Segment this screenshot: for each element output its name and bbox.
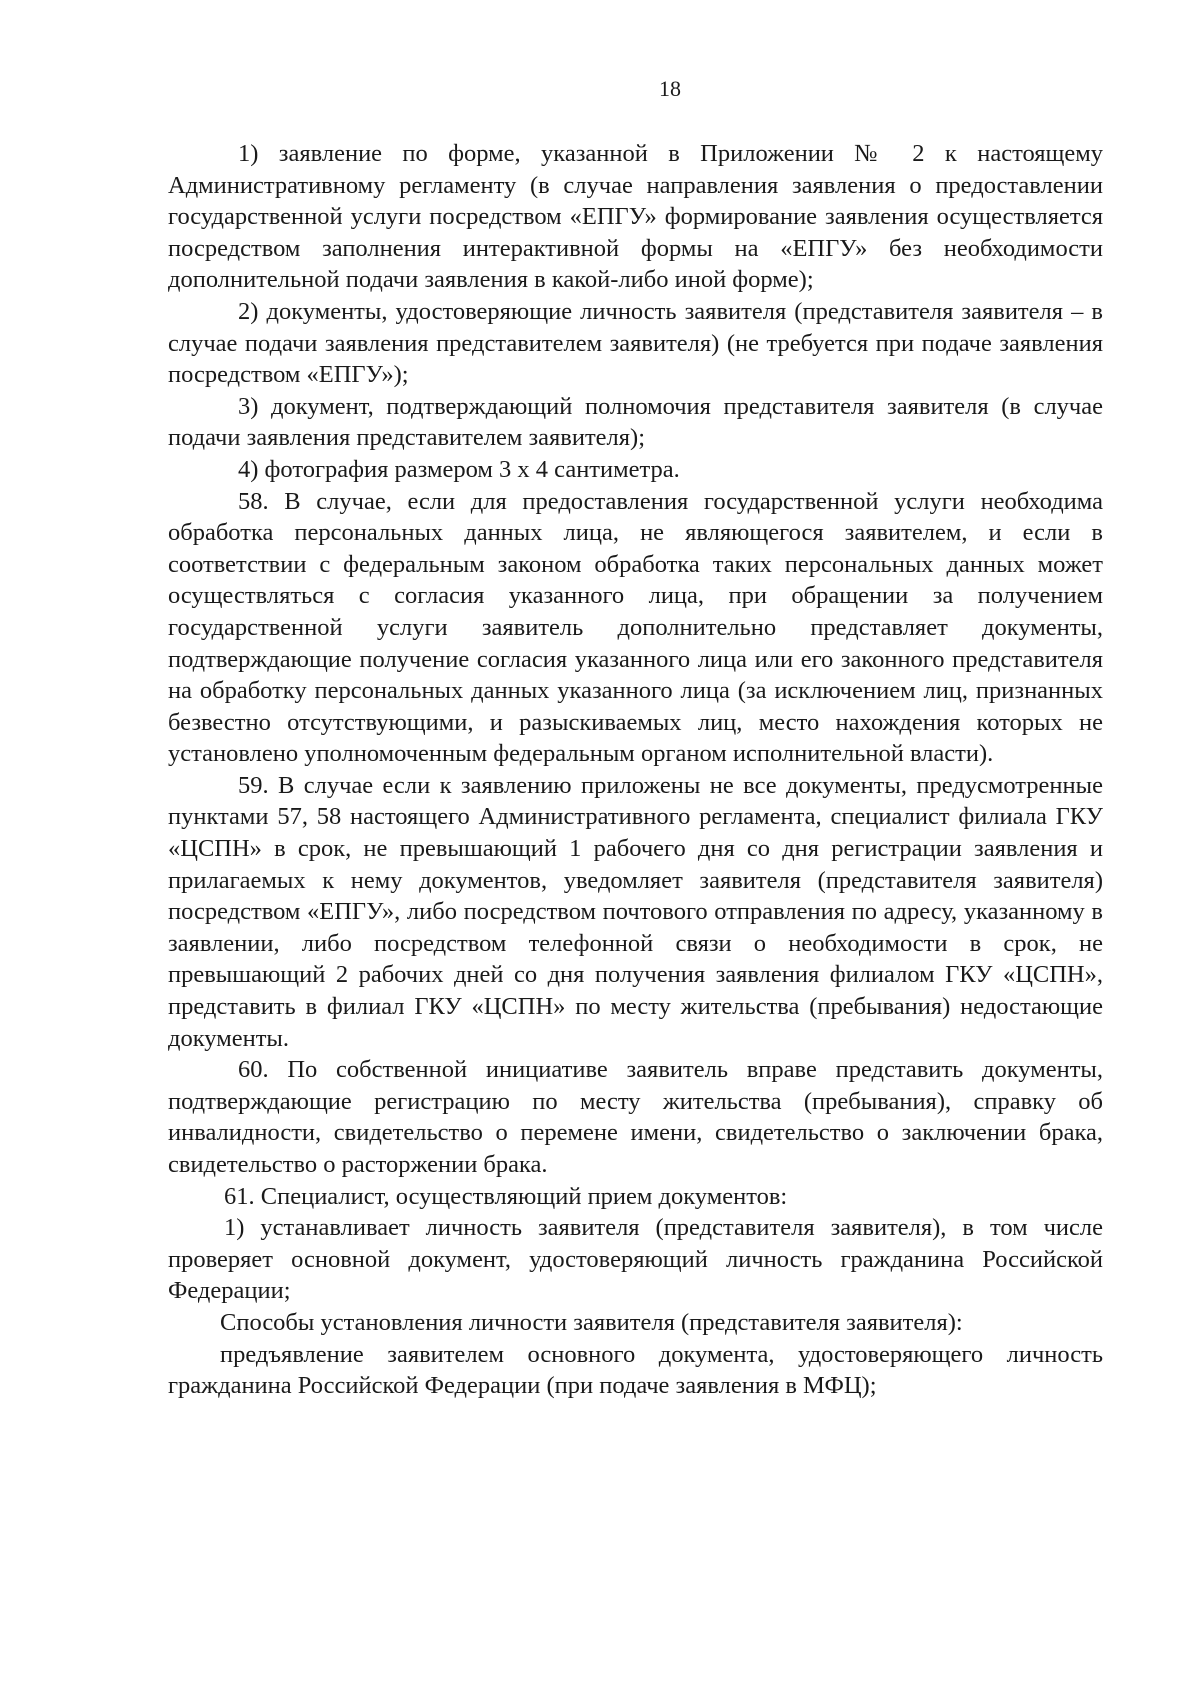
document-body [168, 138, 1103, 1402]
paragraph-60: 60. По собственной инициативе заявитель вправе представить документы, подтверждающие регистрацию по месту жительства (пребывания), справку об инвалидности, свидетельство о перемене имени, свидетельство о заключении брака, свидетельство о расторжении брака. [168, 1056, 1103, 1178]
paragraph-59: 59. В случае если к заявлению приложены не все документы, предусмотренные пунктами 57, 58 настоящего Административного регламента, специалист филиала ГКУ «ЦСПН» в срок, не превышающий 1 рабочего дня со дня регистрации заявления и прилагаемых к нему документов, уведомляет заявителя (представителя заявителя) посредством «ЕПГУ», либо посредством почтового отправления по адресу, указанному в заявлении, либо посредством телефонной связи о необходимости в срок, не превышающий 2 рабочих дней со дня получения заявления филиалом ГКУ «ЦСПН», представить в филиал ГКУ «ЦСПН» по месту жительства (пребывания) недостающие документы. [168, 771, 1103, 1052]
paragraph-presentation-of-document: предъявление заявителем основного документа, удостоверяющего личность гражданина Российской Федерации (при подаче заявления в МФЦ); [168, 1340, 1103, 1400]
page-number: 18 [659, 76, 681, 101]
paragraph-item-4: 4) фотография размером 3 х 4 сантиметра. [238, 455, 680, 483]
paragraph-61-item-1: 1) устанавливает личность заявителя (представителя заявителя), в том числе проверяет основной документ, удостоверяющий личность гражданина Российской Федерации; [168, 1214, 1103, 1305]
paragraph-61: 61. Специалист, осуществляющий прием документов: [224, 1182, 788, 1210]
paragraph-identification-methods: Способы установления личности заявителя (представителя заявителя): [220, 1308, 963, 1336]
paragraph-58: 58. В случае, если для предоставления государственной услуги необходима обработка персональных данных лица, не являющегося заявителем, и если в соответствии с федеральным законом обработка таких персональных данных может осуществляться с согласия указанного лица, при обращении за получением государственной услуги заявитель дополнительно представляет документы, подтверждающие получение согласия указанного лица или его законного представителя на обработку персональных данных указанного лица (за исключением лиц, признанных безвестно отсутствующими, и разыскиваемых лиц, место нахождения которых не установлено уполномоченным федеральным органом исполнительной власти). [168, 487, 1103, 768]
paragraph-item-2: 2) документы, удостоверяющие личность заявителя (представителя заявителя – в случае подачи заявления представителем заявителя) (не требуется при подаче заявления посредством «ЕПГУ»); [168, 297, 1103, 389]
paragraph-item-3: 3) документ, подтверждающий полномочия представителя заявителя (в случае подачи заявления представителем заявителя); [168, 392, 1103, 452]
paragraph-item-1: 1) заявление по форме, указанной в Приложении № 2 к настоящему Административному регламенту (в случае направления заявления о предоставлении государственной услуги посредством «ЕПГУ» формирование заявления осуществляется посредством заполнения интерактивной формы на «ЕПГУ» без необходимости дополнительной подачи заявления в какой-либо иной форме); [168, 140, 1103, 294]
